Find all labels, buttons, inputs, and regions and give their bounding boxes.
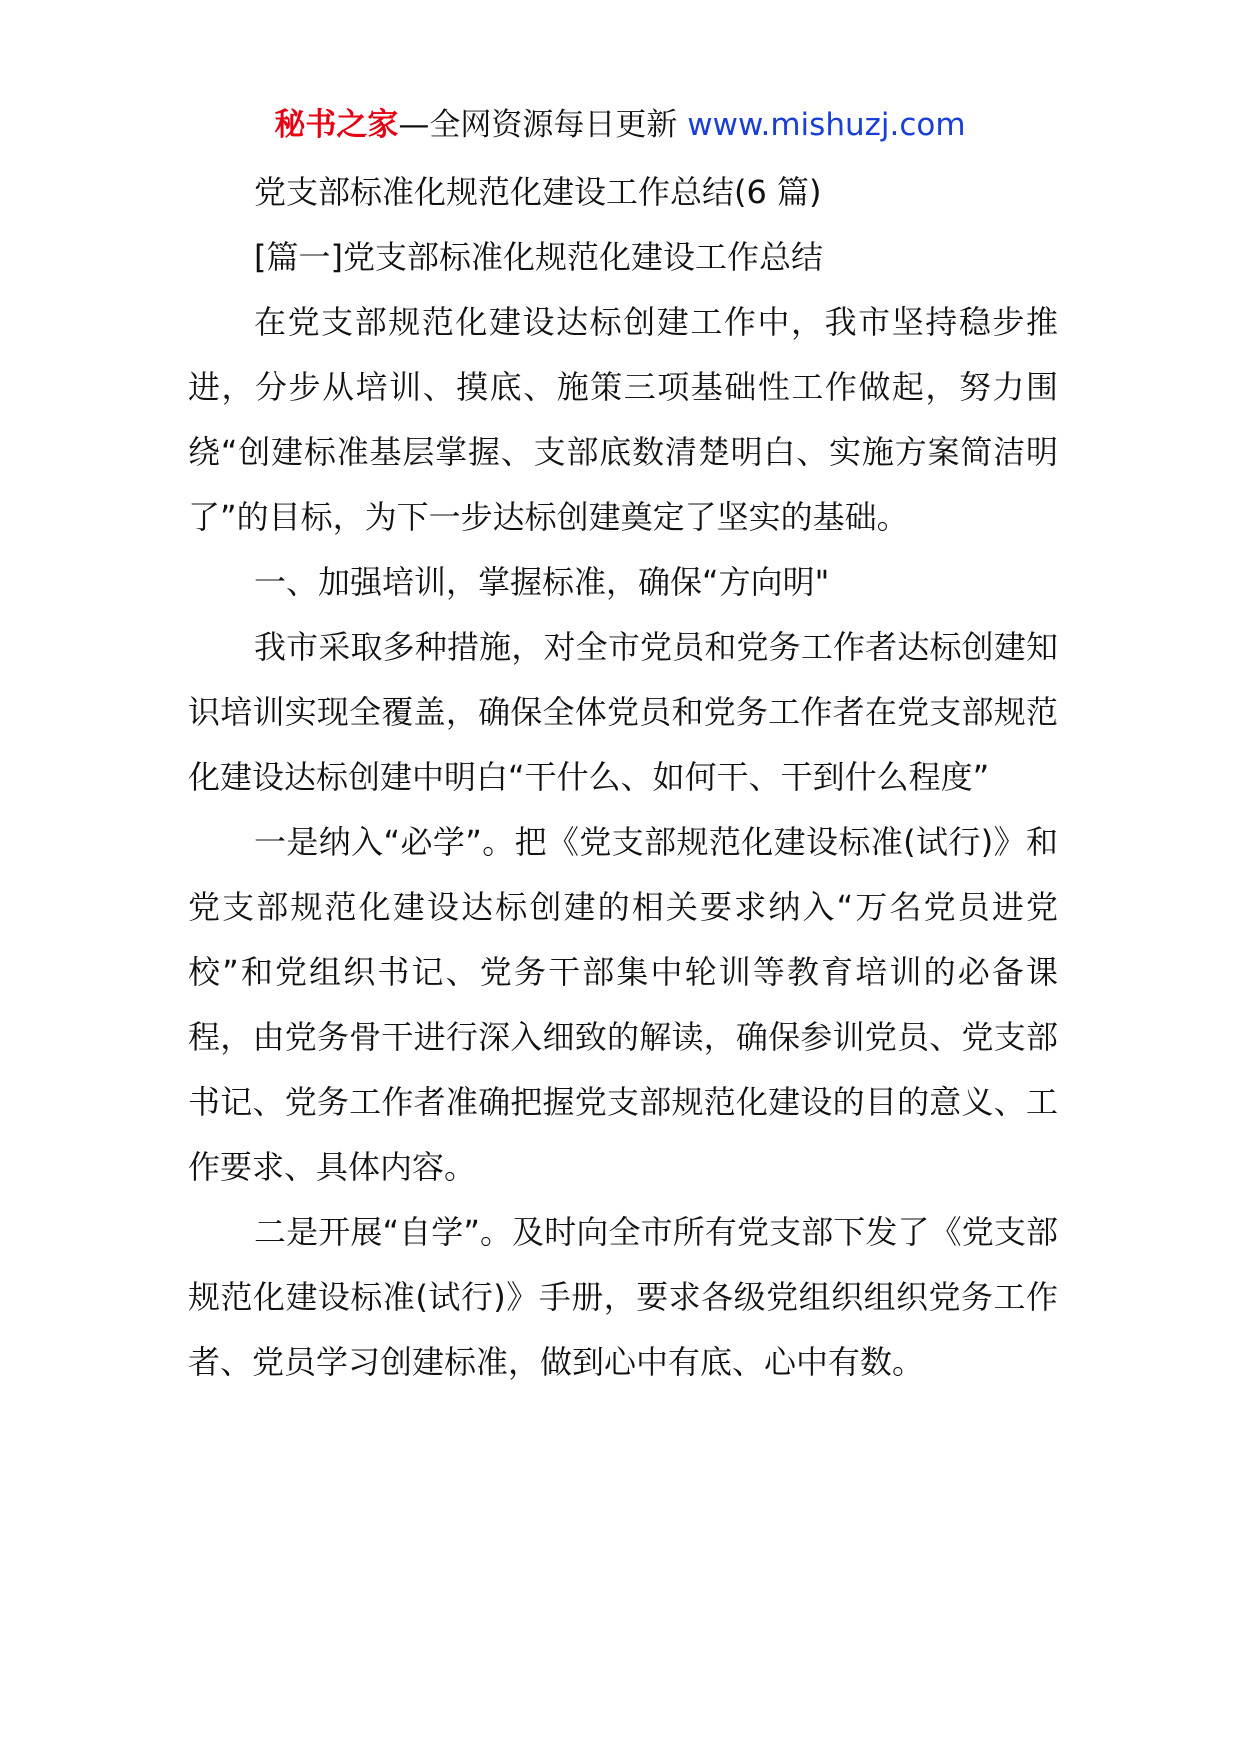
- watermark-header: [0, 100, 1240, 150]
- document-body: [188, 160, 1058, 1395]
- section-heading-1: 一、加强培训，掌握标准，确保“方向明": [254, 563, 830, 601]
- document-title: 党支部标准化规范化建设工作总结(6 篇): [254, 173, 822, 211]
- site-url-link[interactable]: www.mishuzj.com: [687, 107, 966, 143]
- paragraph-training: 我市采取多种措施，对全市党员和党务工作者达标创建知识培训实现全覆盖，确保全体党员和党务工作者在党支部规范化建设达标创建中明白“干什么、如何干、干到什么程度”: [188, 628, 1058, 796]
- paragraph-must-learn: 一是纳入“必学”。把《党支部规范化建设标准(试行)》和党支部规范化建设达标创建的相关要求纳入“万名党员进党校”和党组织书记、党务干部集中轮训等教育培训的必备课程，由党务骨干进行深入细致的解读，确保参训党员、党支部书记、党务工作者准确把握党支部规范化建设的目的意义、工作要求、具体内容。: [188, 823, 1058, 1186]
- brand-name: 秘书之家: [274, 107, 399, 143]
- paragraph-intro: 在党支部规范化建设达标创建工作中，我市坚持稳步推进，分步从培训、摸底、施策三项基础性工作做起，努力围绕“创建标准基层掌握、支部底数清楚明白、实施方案简洁明了”的目标，为下一步达标创建奠定了坚实的基础。: [188, 303, 1058, 536]
- brand-slogan: —全网资源每日更新: [398, 107, 678, 143]
- document-subtitle: [篇一]党支部标准化规范化建设工作总结: [254, 238, 823, 276]
- paragraph-self-learn: 二是开展“自学”。及时向全市所有党支部下发了《党支部规范化建设标准(试行)》手册，要求各级党组织组织党务工作者、党员学习创建标准，做到心中有底、心中有数。: [188, 1213, 1058, 1381]
